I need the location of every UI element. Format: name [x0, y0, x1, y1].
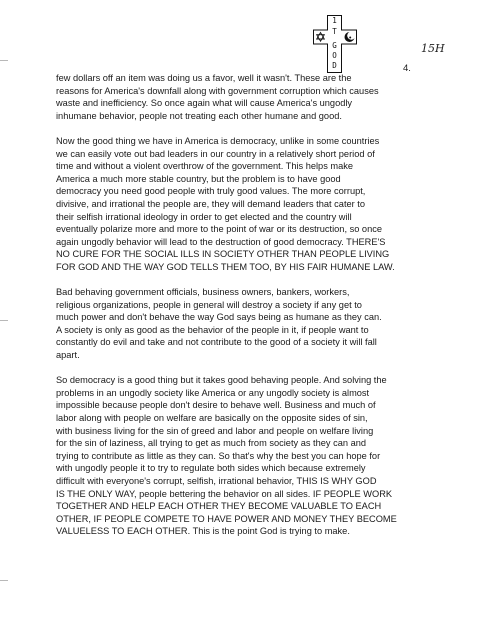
text-line: democracy you need good people with truly good values. The more corrupt,	[56, 186, 366, 197]
text-line: impossible because people don't desire to behave well. Business and much of	[56, 400, 376, 411]
text-line: for the sin of laziness, all trying to get as much from society as they can and	[56, 438, 367, 449]
emblem-letter: T	[332, 27, 337, 36]
text-line: inhumane behavior, people not treating each other humane and good.	[56, 110, 342, 121]
text-line: reasons for America's downfall along with government corruption which causes	[56, 85, 379, 96]
star-of-david-icon	[317, 33, 325, 42]
text-line: A society is only as good as the behavior of the people in it, if people want to	[56, 324, 369, 335]
text-line: with business living for the sin of greed and labor and people on welfare living	[56, 425, 374, 436]
text-line: constantly do evil and take and not contribute to the good of a society it will fall	[56, 337, 377, 348]
text-line: difficult with everyone's corrupt, selfish, irrational behavior, THIS IS WHY GOD	[56, 476, 377, 486]
text-line: NO CURE FOR THE SOCIAL ILLS IN SOCIETY OTHER THAN PEOPLE LIVING	[56, 249, 390, 260]
text-line: VALUELESS TO EACH OTHER. This is the point God is trying to make.	[56, 526, 350, 537]
text-line: time and without a violent overthrow of the government. This helps make	[56, 161, 354, 172]
text-line: again ungodly behavior will lead to the destruction of good democracy. THERE'S	[56, 236, 386, 247]
document-body	[56, 72, 450, 538]
text-line: eventually polarize more and more to the point of war or its destruction, so once	[56, 224, 382, 235]
text-line: much power and don't behave the way God says being as humane as they can.	[56, 312, 382, 323]
scan-edge-mark	[0, 580, 8, 581]
text-line: IS THE ONLY WAY, people bettering the behavior on all sides. IF PEOPLE WORK	[56, 488, 393, 499]
page-number: 4.	[403, 63, 411, 74]
emblem-letter: G	[332, 41, 337, 50]
emblem-letter: 1	[332, 16, 337, 25]
text-line: their selfish irrational ideology in order to get elected and the country will	[56, 211, 352, 222]
text-line: with ungodly people it to try to regulate both sides which because extremely	[56, 463, 366, 474]
text-line: apart.	[56, 350, 80, 361]
cross-emblem-icon	[312, 14, 358, 74]
emblem-letter: D	[332, 61, 337, 70]
paragraph-gap	[56, 362, 450, 375]
paragraph	[56, 374, 450, 538]
scan-edge-mark	[0, 320, 8, 321]
text-line: religious organizations, people in general will destroy a society if any get to	[56, 299, 362, 310]
text-line: trying to contribute as little as they can. So that's why the best you can hope for	[56, 450, 381, 461]
paragraph-gap	[56, 122, 450, 135]
text-line: we can easily vote out bad leaders in our country in a relatively short period of	[56, 148, 375, 159]
text-line: OTHER, IF PEOPLE COMPETE TO HAVE POWER AND MONEY THEY BECOME	[56, 513, 397, 524]
paragraph	[56, 72, 450, 122]
emblem-letter: O	[332, 51, 337, 60]
text-line: FOR GOD AND THE WAY GOD TELLS THEM TOO, BY HIS FAIR HUMANE LAW.	[56, 261, 395, 272]
text-line: Now the good thing we have in America is democracy, unlike in some countries	[56, 135, 380, 146]
text-line: So democracy is a good thing but it takes good behaving people. And solving the	[56, 375, 387, 386]
text-line: labor along with people on welfare are basically on the opposite sides of sin,	[56, 413, 368, 424]
paragraph	[56, 286, 450, 362]
paragraph	[56, 135, 450, 274]
text-line: TOGETHER AND HELP EACH OTHER THEY BECOME VALUABLE TO EACH	[56, 501, 382, 512]
text-line: few dollars off an item was doing us a favor, well it wasn't. These are the	[56, 73, 352, 83]
crescent-moon-icon	[345, 32, 356, 43]
paragraph-gap	[56, 274, 450, 287]
text-line: problems in an ungodly society like America or any ungodly society is almost	[56, 387, 370, 398]
text-line: divisive, and irrational the people are, they will demand leaders that cater to	[56, 198, 366, 209]
scan-edge-mark	[0, 60, 8, 61]
text-line: America a much more stable country, but the problem is to have good	[56, 173, 341, 184]
handwritten-note: 15H	[421, 42, 445, 55]
text-line: Bad behaving government officials, business owners, bankers, workers,	[56, 287, 350, 298]
text-line: waste and inefficiency. So once again what will cause America's ungodly	[56, 98, 353, 109]
